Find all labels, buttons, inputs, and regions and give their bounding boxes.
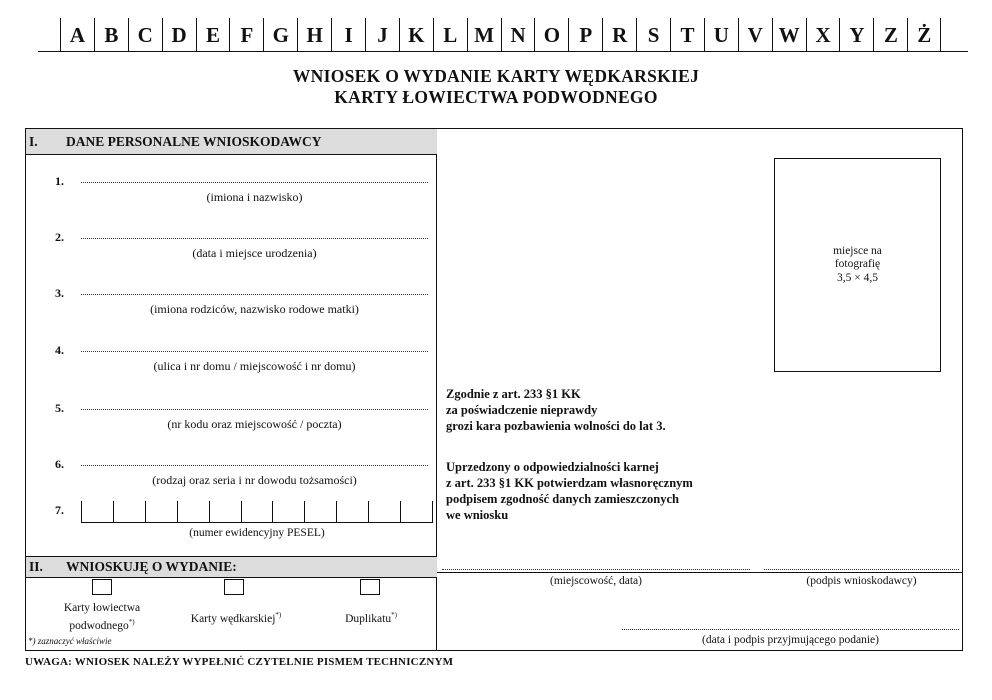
field-birth-date-place[interactable] (26, 230, 437, 286)
fill-line[interactable] (81, 182, 428, 183)
section-2-number: II. (29, 559, 43, 574)
pesel-digit-box[interactable] (368, 501, 400, 522)
pesel-caption: (numer ewidencyjny PESEL) (189, 527, 325, 539)
option-label-text: Karty wędkarskiej (190, 612, 276, 625)
alphabet-letter-cell[interactable]: M (467, 18, 501, 52)
photo-label-line: miejsce na (833, 244, 882, 257)
form-title (0, 66, 992, 108)
alphabet-letter-cell[interactable]: P (568, 18, 602, 52)
field-number: 6. (55, 457, 64, 471)
field-caption: (nr kodu oraz miejscowość / poczta) (167, 417, 342, 431)
photo-placeholder (774, 158, 941, 372)
declaration-line: we wniosku (446, 508, 509, 522)
field-full-name[interactable] (26, 174, 437, 230)
fill-line[interactable] (81, 294, 428, 295)
field-caption: (imiona rodziców, nazwisko rodowe matki) (150, 302, 359, 316)
field-caption: (imiona i nazwisko) (206, 190, 303, 204)
option-mark: *) (391, 611, 397, 619)
alphabet-letter-cell[interactable]: K (399, 18, 433, 52)
receiver-signature-caption: (data i podpis przyjmującego podanie) (702, 634, 879, 646)
field-number: 2. (55, 230, 64, 244)
section-1-heading: DANE PERSONALNE WNIOSKODAWCY (66, 133, 322, 149)
declaration-line: podpisem zgodność danych zamieszczonych (446, 492, 679, 506)
alphabet-letter-cell[interactable]: A (60, 18, 94, 52)
request-options (26, 579, 437, 650)
section-divider (437, 572, 963, 573)
form-note: UWAGA: WNIOSEK NALEŻY WYPEŁNIĆ CZYTELNIE PISMEM TECHNICZNYM (25, 656, 454, 668)
alphabet-strip (38, 18, 968, 52)
alphabet-letter-cell[interactable]: F (229, 18, 263, 52)
option-label-line (44, 615, 160, 633)
alphabet-letter-cell[interactable]: L (433, 18, 467, 52)
option-label-text: Duplikatu (345, 612, 392, 625)
application-form (25, 128, 963, 651)
fill-line[interactable] (81, 465, 428, 466)
checkbox-fishing-card[interactable] (224, 579, 244, 595)
option-underwater-hunting-label (44, 601, 160, 633)
option-duplicate-label (318, 608, 424, 626)
alphabet-letter-cell[interactable]: Ż (907, 18, 941, 52)
field-number: 1. (55, 174, 64, 188)
alphabet-cells (60, 18, 941, 52)
footnote: *) zaznaczyć właściwie (28, 636, 112, 646)
photo-label-line: fotografię (834, 258, 881, 271)
alphabet-letter-cell[interactable]: V (738, 18, 772, 52)
place-date-line[interactable] (442, 569, 750, 570)
left-column (26, 129, 437, 650)
alphabet-letter-cell[interactable]: T (670, 18, 704, 52)
section-1-number: I. (29, 133, 38, 149)
section-2-header (26, 556, 437, 578)
pesel-boxes[interactable] (81, 501, 433, 523)
alphabet-letter-cell[interactable]: D (162, 18, 196, 52)
option-label-line: Karty łowiectwa (63, 602, 141, 614)
declaration-line: Uprzedzony o odpowiedzialności karnej (446, 460, 659, 474)
pesel-digit-box[interactable] (177, 501, 209, 522)
pesel-digit-box[interactable] (400, 501, 433, 522)
option-label-text: podwodnego (69, 619, 129, 632)
pesel-digit-box[interactable] (145, 501, 177, 522)
fill-line[interactable] (81, 238, 428, 239)
receiver-signature-line[interactable] (622, 629, 959, 630)
alphabet-letter-cell[interactable]: S (636, 18, 670, 52)
option-mark: *) (275, 611, 282, 619)
fill-line[interactable] (81, 351, 428, 352)
fill-line[interactable] (81, 409, 428, 410)
alphabet-letter-cell[interactable]: Z (873, 18, 907, 52)
pesel-digit-box[interactable] (113, 501, 145, 522)
checkbox-underwater-hunting[interactable] (92, 579, 112, 595)
field-street-address[interactable] (26, 343, 437, 399)
pesel-digit-box[interactable] (241, 501, 273, 522)
field-postal-code[interactable] (26, 401, 437, 457)
photo-label-line: 3,5 × 4,5 (836, 271, 878, 284)
warning-line: grozi kara pozbawienia wolności do lat 3. (446, 419, 666, 433)
alphabet-letter-cell[interactable]: G (263, 18, 297, 52)
checkbox-duplicate[interactable] (360, 579, 380, 595)
warning-line: Zgodnie z art. 233 §1 KK (446, 387, 581, 401)
applicant-signature-caption: (podpis wnioskodawcy) (806, 575, 917, 587)
field-number: 3. (55, 286, 64, 300)
alphabet-letter-cell[interactable]: R (602, 18, 636, 52)
legal-warning (446, 386, 666, 434)
field-number: 4. (55, 343, 64, 357)
declaration-text (446, 459, 693, 523)
field-parents-names[interactable] (26, 286, 437, 342)
alphabet-letter-cell[interactable]: E (196, 18, 230, 52)
field-number: 5. (55, 401, 64, 415)
alphabet-letter-cell[interactable]: O (534, 18, 568, 52)
alphabet-letter-cell[interactable]: J (365, 18, 399, 52)
title-line-2: KARTY ŁOWIECTWA PODWODNEGO (334, 87, 658, 107)
pesel-digit-box[interactable] (336, 501, 368, 522)
section-2-heading: WNIOSKUJĘ O WYDANIE: (66, 559, 237, 574)
field-number: 7. (55, 503, 64, 517)
field-caption: (rodzaj oraz seria i nr dowodu tożsamości) (152, 473, 357, 487)
pesel-digit-box[interactable] (304, 501, 336, 522)
field-caption: (ulica i nr domu / miejscowość i nr domu) (153, 359, 356, 373)
alphabet-letter-cell[interactable]: X (806, 18, 840, 52)
applicant-signature-line[interactable] (764, 569, 959, 570)
option-mark: *) (128, 618, 135, 626)
warning-line: za poświadczenie nieprawdy (446, 403, 598, 417)
pesel-digit-box[interactable] (209, 501, 241, 522)
alphabet-letter-cell[interactable]: C (128, 18, 162, 52)
declaration-line: z art. 233 §1 KK potwierdzam własnoręcznym (446, 476, 693, 490)
pesel-digit-box[interactable] (81, 501, 113, 522)
title-line-1: WNIOSEK O WYDANIE KARTY WĘDKARSKIEJ (292, 66, 700, 86)
alphabet-letter-cell[interactable]: N (501, 18, 535, 52)
alphabet-letter-cell[interactable]: U (704, 18, 738, 52)
alphabet-letter-cell[interactable]: Y (839, 18, 873, 52)
place-date-caption: (miejscowość, data) (550, 575, 642, 587)
alphabet-letter-cell[interactable]: I (331, 18, 365, 52)
alphabet-letter-cell[interactable]: H (297, 18, 331, 52)
alphabet-letter-cell[interactable]: B (94, 18, 128, 52)
option-fishing-card-label (176, 608, 296, 626)
section-1-header (26, 129, 437, 155)
field-caption: (data i miejsce urodzenia) (192, 246, 317, 260)
alphabet-letter-cell[interactable]: W (772, 18, 806, 52)
pesel-digit-box[interactable] (272, 501, 304, 522)
